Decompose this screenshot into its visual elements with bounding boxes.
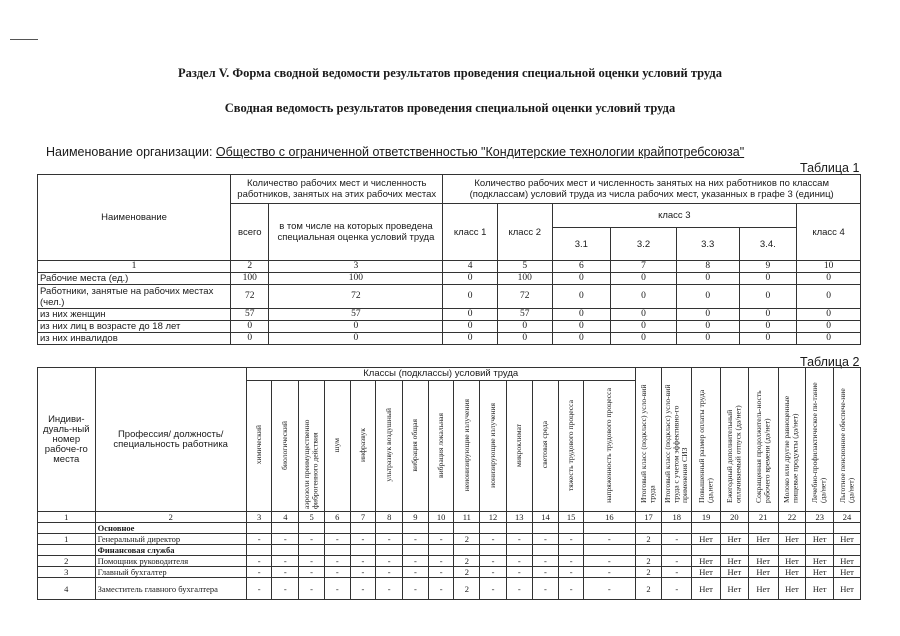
t1-cell: 0 xyxy=(443,333,498,345)
t1-cell: 0 xyxy=(676,285,739,309)
t2-colnum: 17 xyxy=(635,512,662,523)
t2-cell: Нет xyxy=(806,578,834,600)
t1-row xyxy=(38,285,861,309)
t1-cell: 0 xyxy=(676,273,739,285)
t2-header-increased-pay: Повышенный размер оплаты труда (да,нет) xyxy=(696,389,715,503)
t1-row xyxy=(38,321,861,333)
t2-cell: 2 xyxy=(454,578,480,600)
t1-colnum: 4 xyxy=(443,261,498,273)
t1-header-name: Наименование xyxy=(38,175,231,261)
t2-cell: - xyxy=(246,556,272,567)
t1-cell: 0 xyxy=(739,273,797,285)
t2-cell: - xyxy=(506,556,532,567)
t2-cell: - xyxy=(324,578,350,600)
t2-cell: - xyxy=(299,534,325,545)
t2-section-row xyxy=(38,545,861,556)
t2-profession: Генеральный директор xyxy=(95,534,246,545)
t2-cell: - xyxy=(662,556,692,567)
t2-cell: - xyxy=(506,567,532,578)
t2-cell: Нет xyxy=(720,556,748,567)
t2-cell: - xyxy=(376,556,403,567)
t2-cell: - xyxy=(299,578,325,600)
t2-header-reduced-hours: Сокращенная продолжитель-ность рабочего времени (да/нет) xyxy=(753,389,772,503)
section-title: Раздел V. Форма сводной ведомости результатов проведения специальной оценки условий труда xyxy=(178,66,722,80)
t1-cell: 72 xyxy=(497,285,552,309)
t2-section-title: Финансовая служба xyxy=(95,545,246,556)
t1-header-3-4: 3.4. xyxy=(739,228,797,261)
t2-cell: - xyxy=(428,534,454,545)
summary-table-1 xyxy=(37,174,861,345)
t2-header-therapeutic-food: Лечебно-профилактическое пи-тание (да/нет) xyxy=(810,381,828,503)
t2-cell: Нет xyxy=(748,556,778,567)
t2-colnum: 2 xyxy=(95,512,246,523)
t2-cell: - xyxy=(532,578,559,600)
t1-cell: 0 xyxy=(611,309,677,321)
t2-cell: Нет xyxy=(834,534,861,545)
t2-cell: - xyxy=(662,534,692,545)
t1-row xyxy=(38,333,861,345)
t2-column-numbers xyxy=(38,512,861,523)
t2-header-factor: ионизирующие излучения xyxy=(487,402,497,488)
t2-header-profession: Профессия/ должность/ специальность работника xyxy=(95,368,246,512)
document-title: Сводная ведомость результатов проведения специальной оценки условий труда xyxy=(224,101,676,115)
t2-cell: - xyxy=(559,578,584,600)
t1-cell: 0 xyxy=(739,285,797,309)
t2-header-factor: микроклимат xyxy=(514,423,523,467)
t2-cell: - xyxy=(272,534,299,545)
t2-cell: - xyxy=(584,534,636,545)
t2-colnum: 8 xyxy=(376,512,403,523)
table2-label: Таблица 2 xyxy=(800,355,860,369)
t2-cell: - xyxy=(324,556,350,567)
t2-header-classes: Классы (подклассы) условий труда xyxy=(246,368,635,381)
t2-colnum: 3 xyxy=(246,512,272,523)
t1-cell: 57 xyxy=(231,309,269,321)
t2-header-factor: вибрация локальная xyxy=(435,412,445,478)
t1-header-assessed: в том числе на которых проведена специальная оценка условий труда xyxy=(269,204,443,261)
t2-cell: - xyxy=(376,534,403,545)
t2-cell: - xyxy=(350,534,376,545)
t2-cell: - xyxy=(272,567,299,578)
t2-colnum: 15 xyxy=(559,512,584,523)
t2-profession: Главный бухгалтер xyxy=(95,567,246,578)
t1-header-total: всего xyxy=(231,204,269,261)
t1-cell: 0 xyxy=(611,273,677,285)
t2-header-final-class: Итоговый класс (подкласс) усло-вий труда xyxy=(639,384,657,503)
t2-table-row xyxy=(38,534,861,545)
t2-cell: - xyxy=(584,556,636,567)
t2-header-factor: аэрозоли преимущественно фиброгенного действия xyxy=(302,419,320,509)
t2-header-milk: Молоко или другие равноценные пищевые продукты (да/нет) xyxy=(782,395,800,503)
t1-cell: 100 xyxy=(497,273,552,285)
t2-cell: - xyxy=(299,556,325,567)
t2-cell: - xyxy=(350,567,376,578)
t1-cell: 0 xyxy=(497,333,552,345)
t2-profession: Помощник руководителя xyxy=(95,556,246,567)
t2-cell: - xyxy=(376,567,403,578)
t2-header-factor: вибрация общая xyxy=(410,418,420,472)
t1-row-label: Рабочие места (ед.) xyxy=(38,273,231,285)
t2-workplace-id: 4 xyxy=(38,578,96,600)
t1-row-label: из них лиц в возрасте до 18 лет xyxy=(38,321,231,333)
t2-colnum: 21 xyxy=(748,512,778,523)
t1-header-class2: класс 2 xyxy=(497,204,552,261)
t2-cell: - xyxy=(532,534,559,545)
t2-cell: - xyxy=(559,556,584,567)
t2-colnum: 13 xyxy=(506,512,532,523)
t2-cell: - xyxy=(662,567,692,578)
t2-cell: Нет xyxy=(720,534,748,545)
t1-cell: 0 xyxy=(443,321,498,333)
t2-colnum: 22 xyxy=(778,512,806,523)
t1-cell: 100 xyxy=(231,273,269,285)
t2-header-add-leave: Ежегодный дополнительный оплачиваемый отпуск (да/нет) xyxy=(724,404,743,503)
t2-cell: - xyxy=(532,567,559,578)
t1-cell: 0 xyxy=(611,333,677,345)
t2-colnum: 19 xyxy=(692,512,721,523)
t2-cell: Нет xyxy=(806,534,834,545)
t2-cell: - xyxy=(246,567,272,578)
t1-cell: 0 xyxy=(443,309,498,321)
t1-colnum: 3 xyxy=(269,261,443,273)
t2-workplace-id: 1 xyxy=(38,534,96,545)
t2-cell: 2 xyxy=(454,556,480,567)
t2-workplace-id: 3 xyxy=(38,567,96,578)
t1-header-class3: класс 3 xyxy=(552,204,797,228)
t1-row-label: из них инвалидов xyxy=(38,333,231,345)
t2-cell: 2 xyxy=(454,534,480,545)
t2-table-row xyxy=(38,567,861,578)
t2-cell: - xyxy=(532,556,559,567)
t1-cell: 0 xyxy=(797,285,861,309)
t2-cell: - xyxy=(403,567,429,578)
t2-cell: Нет xyxy=(692,567,721,578)
t1-colnum: 5 xyxy=(497,261,552,273)
t1-cell: 0 xyxy=(552,321,611,333)
t2-colnum: 7 xyxy=(350,512,376,523)
t2-cell: - xyxy=(428,578,454,600)
t1-colnum: 9 xyxy=(739,261,797,273)
t2-header-factor: световая среда xyxy=(540,421,550,469)
t1-cell: 0 xyxy=(797,273,861,285)
t2-cell: - xyxy=(480,578,507,600)
t1-cell: 0 xyxy=(552,273,611,285)
t1-cell: 0 xyxy=(739,333,797,345)
t1-cell: 0 xyxy=(676,309,739,321)
t2-colnum: 6 xyxy=(324,512,350,523)
t2-section-row xyxy=(38,523,861,534)
t1-colnum: 10 xyxy=(797,261,861,273)
t1-header-class1: класс 1 xyxy=(443,204,498,261)
t2-cell: Нет xyxy=(834,567,861,578)
t1-cell: 0 xyxy=(797,321,861,333)
t2-cell: 2 xyxy=(635,567,662,578)
organization-label: Наименование организации: xyxy=(46,145,213,159)
t2-cell: Нет xyxy=(806,567,834,578)
t1-header-group-b: Количество рабочих мест и численность занятых на них работников по классам (подклассам) условий труда из числа рабочих мест, указанных в графе 3 (единиц) xyxy=(443,175,861,204)
t2-header-factor: неионизирующие излучения xyxy=(461,398,471,492)
t2-cell: Нет xyxy=(692,556,721,567)
t2-cell: - xyxy=(299,567,325,578)
t2-header-id: Индиви-дуаль-ный номер рабоче-го места xyxy=(38,368,96,512)
t1-header-3-3: 3.3 xyxy=(676,228,739,261)
t2-section-title: Основное xyxy=(95,523,246,534)
t2-cell: Нет xyxy=(692,578,721,600)
t1-header-3-2: 3.2 xyxy=(611,228,677,261)
t2-cell: 2 xyxy=(635,578,662,600)
t1-cell: 57 xyxy=(269,309,443,321)
t2-cell: - xyxy=(662,578,692,600)
t2-colnum: 12 xyxy=(480,512,507,523)
t1-cell: 0 xyxy=(497,321,552,333)
t2-cell: Нет xyxy=(748,567,778,578)
t2-cell: - xyxy=(480,567,507,578)
t1-row-label: Работники, занятые на рабочих местах (чел.) xyxy=(38,285,231,309)
t2-cell: Нет xyxy=(692,534,721,545)
organization-line xyxy=(46,145,744,159)
t1-cell: 0 xyxy=(443,273,498,285)
t1-row-label: из них женщин xyxy=(38,309,231,321)
t2-cell: - xyxy=(350,578,376,600)
t1-header-class4: класс 4 xyxy=(797,204,861,261)
t2-profession: Заместитель главного бухгалтера xyxy=(95,578,246,600)
t2-cell: - xyxy=(324,567,350,578)
t2-table-row xyxy=(38,556,861,567)
t2-colnum: 23 xyxy=(806,512,834,523)
t2-cell: - xyxy=(403,534,429,545)
t2-cell: - xyxy=(584,578,636,600)
t2-cell: Нет xyxy=(720,567,748,578)
t2-header-factor: шум xyxy=(332,437,342,453)
t2-cell: Нет xyxy=(834,556,861,567)
t1-cell: 0 xyxy=(611,285,677,309)
t1-cell: 0 xyxy=(676,333,739,345)
t1-header-3-1: 3.1 xyxy=(552,228,611,261)
t1-header-group-a: Количество рабочих мест и численность работников, занятых на этих рабочих местах xyxy=(231,175,443,204)
t1-colnum: 6 xyxy=(552,261,611,273)
t2-cell: - xyxy=(428,567,454,578)
t2-cell: Нет xyxy=(778,578,806,600)
t2-cell: - xyxy=(428,556,454,567)
t1-colnum: 1 xyxy=(38,261,231,273)
t1-cell: 0 xyxy=(739,309,797,321)
t2-cell: 2 xyxy=(635,556,662,567)
t2-colnum: 16 xyxy=(584,512,636,523)
t1-cell: 0 xyxy=(443,285,498,309)
t1-cell: 57 xyxy=(497,309,552,321)
t2-workplace-id: 2 xyxy=(38,556,96,567)
t1-colnum: 8 xyxy=(676,261,739,273)
t2-header-factor: химический xyxy=(253,425,263,465)
t2-cell: - xyxy=(559,567,584,578)
t2-cell: - xyxy=(246,578,272,600)
t1-cell: 0 xyxy=(231,333,269,345)
t1-cell: 0 xyxy=(797,333,861,345)
t2-cell: - xyxy=(403,556,429,567)
t1-cell: 0 xyxy=(797,309,861,321)
t1-row xyxy=(38,273,861,285)
table1-label: Таблица 1 xyxy=(800,161,860,175)
t1-cell: 0 xyxy=(231,321,269,333)
t2-cell: Нет xyxy=(834,578,861,600)
t1-cell: 0 xyxy=(269,321,443,333)
t2-cell: - xyxy=(272,578,299,600)
t1-cell: 0 xyxy=(676,321,739,333)
t2-header-factor: ультразвук воздушный xyxy=(383,408,393,482)
t2-cell: Нет xyxy=(778,534,806,545)
t2-cell: Нет xyxy=(748,578,778,600)
t2-header-factor: тяжесть трудового процесса xyxy=(565,399,575,491)
t1-cell: 0 xyxy=(552,333,611,345)
t2-colnum: 10 xyxy=(428,512,454,523)
t2-header-factor: биологический xyxy=(280,420,290,470)
t2-table-row xyxy=(38,578,861,600)
t1-colnum: 7 xyxy=(611,261,677,273)
t2-cell: - xyxy=(506,534,532,545)
t2-colnum: 14 xyxy=(532,512,559,523)
t2-cell: - xyxy=(506,578,532,600)
t2-cell: - xyxy=(324,534,350,545)
t1-cell: 0 xyxy=(739,321,797,333)
t1-cell: 72 xyxy=(269,285,443,309)
t1-cell: 72 xyxy=(231,285,269,309)
t2-cell: Нет xyxy=(778,567,806,578)
t2-cell: 2 xyxy=(454,567,480,578)
summary-table-2 xyxy=(37,367,861,600)
t1-cell: 0 xyxy=(552,309,611,321)
t2-colnum: 5 xyxy=(299,512,325,523)
t1-cell: 100 xyxy=(269,273,443,285)
t2-cell: Нет xyxy=(778,556,806,567)
t1-cell: 0 xyxy=(552,285,611,309)
scan-mark xyxy=(10,39,38,40)
organization-name: Общество с ограниченной ответственностью "Кондитерские технологии крайпотребсоюза" xyxy=(215,145,745,159)
t2-cell: - xyxy=(272,556,299,567)
t1-cell: 0 xyxy=(269,333,443,345)
t2-colnum: 4 xyxy=(272,512,299,523)
t2-colnum: 9 xyxy=(403,512,429,523)
t2-header-factor: напряженность трудового процесса xyxy=(604,387,614,503)
t2-cell: - xyxy=(584,567,636,578)
t2-cell: - xyxy=(350,556,376,567)
t2-cell: Нет xyxy=(720,578,748,600)
t2-cell: 2 xyxy=(635,534,662,545)
t2-colnum: 11 xyxy=(454,512,480,523)
t2-cell: - xyxy=(246,534,272,545)
t2-cell: Нет xyxy=(806,556,834,567)
t2-header-pension: Льготное пенсионное обеспече-ние (да/нет) xyxy=(837,387,856,503)
t2-cell: - xyxy=(480,534,507,545)
t2-header-factor: инфразвук xyxy=(357,427,367,463)
t1-row xyxy=(38,309,861,321)
t1-cell: 0 xyxy=(611,321,677,333)
t2-header-final-class-siz: Итоговый класс (подкласс) усло-вий труда с учетом эффективно-го применения СИЗ xyxy=(663,384,690,503)
t2-colnum: 24 xyxy=(834,512,861,523)
t2-colnum: 20 xyxy=(720,512,748,523)
t1-colnum: 2 xyxy=(231,261,269,273)
t2-colnum: 1 xyxy=(38,512,96,523)
t2-colnum: 18 xyxy=(662,512,692,523)
t1-column-numbers xyxy=(38,261,861,273)
t2-cell: - xyxy=(403,578,429,600)
t2-cell: - xyxy=(480,556,507,567)
t2-cell: - xyxy=(376,578,403,600)
t2-cell: - xyxy=(559,534,584,545)
t2-cell: Нет xyxy=(748,534,778,545)
